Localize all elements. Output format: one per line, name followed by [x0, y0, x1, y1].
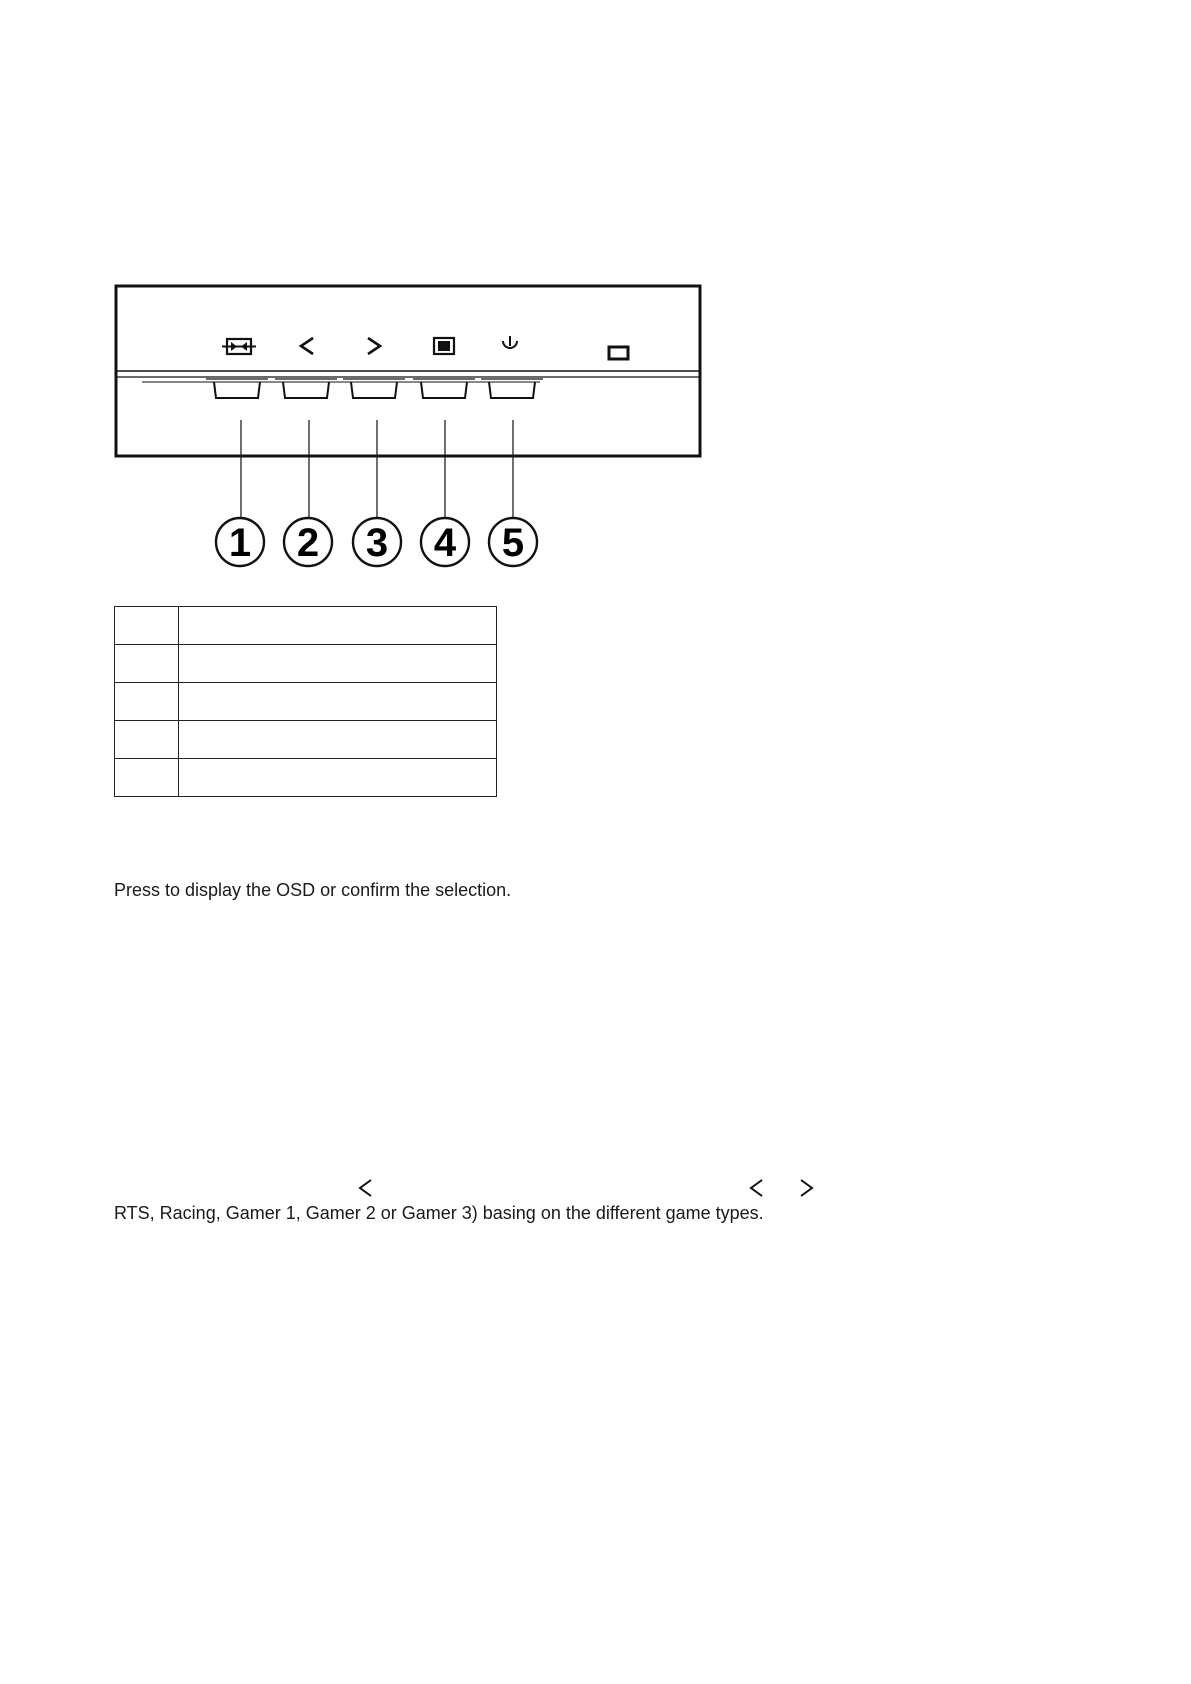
callout-2: [284, 518, 332, 566]
table-row: [115, 721, 497, 759]
key-number-cell: [115, 721, 179, 759]
svg-text:3: 3: [365, 521, 389, 565]
game-mode-description-text: RTS, Racing, Gamer 1, Gamer 2 or Gamer 3) basing on the different game types.: [114, 1203, 764, 1223]
svg-text:1: 1: [228, 521, 252, 565]
menu-description-text: Press to display the OSD or confirm the selection.: [114, 880, 512, 900]
callout-1: [216, 518, 264, 566]
table-row: [115, 645, 497, 683]
table-row: [115, 759, 497, 797]
source-auto-exit-icon: [222, 339, 256, 354]
table-row: [115, 683, 497, 721]
callout-5: [489, 518, 537, 566]
key-name-cell: [179, 607, 497, 645]
key-number-cell: [115, 683, 179, 721]
power-icon: [503, 336, 517, 348]
key-number-cell: [115, 759, 179, 797]
key-name-cell: [179, 645, 497, 683]
power-indicator-icon: [609, 347, 628, 359]
button-key-table: [114, 606, 497, 797]
left-arrow-icon: [747, 1177, 767, 1199]
right-arrow-icon: [796, 1177, 816, 1199]
key-number-cell: [115, 645, 179, 683]
key-name-cell: [179, 759, 497, 797]
key-number-cell: [115, 607, 179, 645]
control-buttons-diagram: [0, 0, 1191, 600]
key-name-cell: [179, 721, 497, 759]
menu-enter-icon: [434, 338, 454, 354]
svg-text:2: 2: [296, 521, 320, 565]
right-arrow-icon: [368, 338, 380, 354]
callout-4: [421, 518, 469, 566]
table-row: [115, 607, 497, 645]
left-arrow-icon: [301, 338, 313, 354]
callout-3: [353, 518, 401, 566]
left-arrow-icon: [356, 1177, 376, 1199]
svg-text:4: 4: [433, 521, 457, 565]
key-name-cell: [179, 683, 497, 721]
svg-text:5: 5: [501, 521, 525, 565]
